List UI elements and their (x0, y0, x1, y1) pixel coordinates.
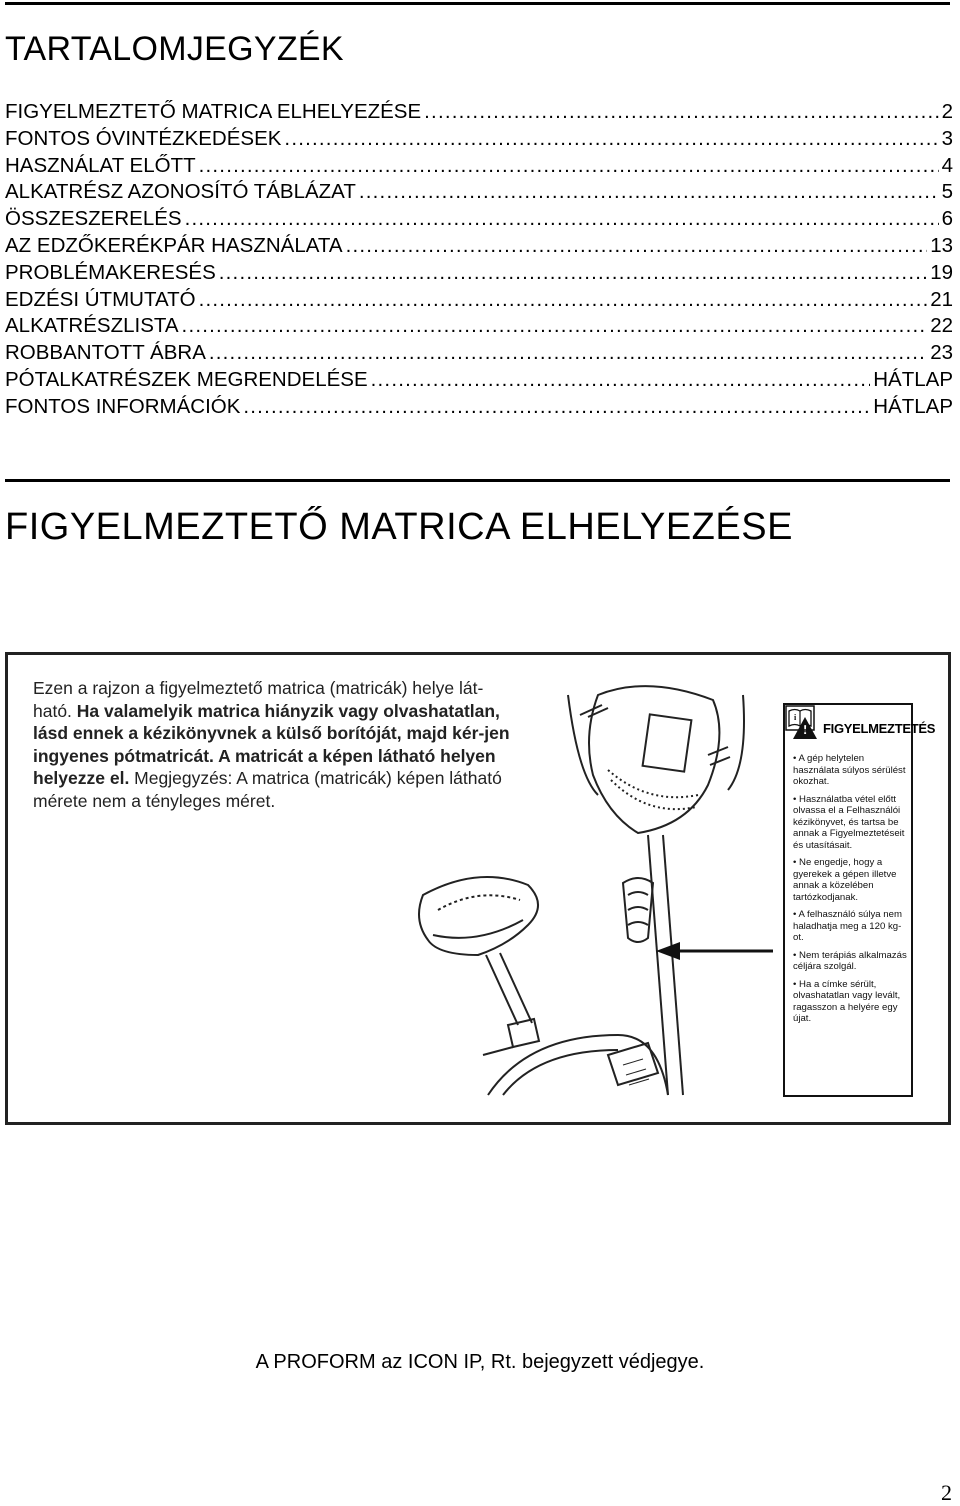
toc-entry-page: 6 (941, 207, 953, 231)
warning-item: • Használatba vétel előtt olvassa el a Felhasználói kézikönyvet, és tartsa be annak a Figyelmeztetéseit és utasításait. (785, 792, 911, 856)
warning-label-header: ! FIGYELMEZTETÉS (785, 705, 911, 751)
toc-entry-page: 13 (930, 233, 953, 257)
toc-entry-label: EDZÉSI ÚTMUTATÓ (5, 287, 196, 311)
svg-text:i: i (794, 713, 797, 722)
arrow-head (656, 942, 680, 960)
toc-entry-page: HÁTLAP (873, 394, 953, 418)
warning-item: • A gép helytelen használata súlyos sérülést okozhat. (785, 751, 911, 792)
toc-entry-page: 22 (930, 314, 953, 338)
toc-entry-label: ROBBANTOTT ÁBRA (5, 341, 206, 365)
toc-entry-page: 4 (941, 153, 953, 177)
warning-triangle-icon: ! (793, 717, 817, 739)
toc-entry[interactable] (5, 367, 953, 394)
toc-entry-label: AZ EDZŐKERÉKPÁR HASZNÁLATA (5, 233, 343, 257)
toc-entry-page: 3 (941, 126, 953, 150)
toc-entry-label: FONTOS INFORMÁCIÓK (5, 394, 241, 418)
toc-entry[interactable] (5, 287, 953, 314)
warning-item: • Ne engedje, hogy a gyerekek a gépen illetve annak a közelében tartózkodjanak. (785, 855, 911, 907)
toc-entry[interactable] (5, 206, 953, 233)
toc-entry-label: PROBLÉMAKERESÉS (5, 260, 216, 284)
toc-entry[interactable] (5, 313, 953, 340)
toc-entry[interactable] (5, 340, 953, 367)
toc-entry-label: FIGYELMEZTETŐ MATRICA ELHELYEZÉSE (5, 100, 422, 123)
warning-label (783, 703, 936, 1097)
toc-entry-label: FONTOS ÓVINTÉZKEDÉSEK (5, 126, 282, 150)
trademark-note: A PROFORM az ICON IP, Rt. bejegyzett védjegye. (255, 1351, 705, 1373)
warning-item: • Nem terápiás alkalmazás céljára szolgál. (785, 948, 911, 977)
toc-entry-label: ALKATRÉSZLISTA (5, 314, 179, 338)
toc-entry[interactable] (5, 179, 953, 206)
toc-entry-label: ALKATRÉSZ AZONOSÍTÓ TÁBLÁZAT (5, 180, 356, 204)
toc-entry[interactable] (5, 260, 953, 287)
warning-item: • Ha a címke sérült, olvashatatlan vagy levált, ragasszon a helyére egy újat. (785, 977, 911, 1029)
top-rule (5, 2, 950, 5)
warning-item: • A felhasználó súlya nem haladhatja meg a 120 kg-ot. (785, 907, 911, 948)
page-number: 2 (941, 1480, 952, 1505)
toc-entry-page: 23 (930, 341, 953, 365)
toc-title: TARTALOMJEGYZÉK (5, 30, 344, 68)
manual-book-icon (785, 705, 815, 731)
toc-entry-label: ÖSSZESZERELÉS (5, 207, 182, 231)
toc-entry-page: 21 (930, 287, 953, 311)
toc-entry-page: HÁTLAP (873, 367, 953, 391)
section-title: FIGYELMEZTETŐ MATRICA ELHELYEZÉSE (5, 506, 793, 548)
toc-entry[interactable] (5, 126, 953, 153)
warning-sticker-figure (5, 652, 951, 1125)
toc-entry-label: PÓTALKATRÉSZEK MEGRENDELÉSE (5, 367, 368, 391)
figure-intro: Ezen a rajzon a figyelmeztető matrica (matricák) helye lát- ható. Ha valamelyik matrica hiányzik vagy olvashatatlan, lásd ennek a kézikönyvnek a külső borítóját, majd kér-jen ingyenes pótmatricát. A matricát a képen látható helyen helyezze el. Megjegyzés: A matrica (matricák) képen látható mérete nem a tényleges méret. (33, 678, 510, 811)
toc-entry-label: HASZNÁLAT ELŐTT (5, 153, 196, 177)
toc-entry-page: 5 (941, 180, 953, 204)
section-rule (5, 479, 950, 482)
toc-entry[interactable] (5, 99, 953, 126)
toc-entry-page: 19 (930, 260, 953, 284)
toc-entry[interactable] (5, 394, 953, 421)
table-of-contents (5, 99, 953, 421)
toc-entry[interactable] (5, 233, 953, 260)
toc-entry-page: 2 (941, 100, 953, 123)
toc-entry[interactable] (5, 153, 953, 180)
